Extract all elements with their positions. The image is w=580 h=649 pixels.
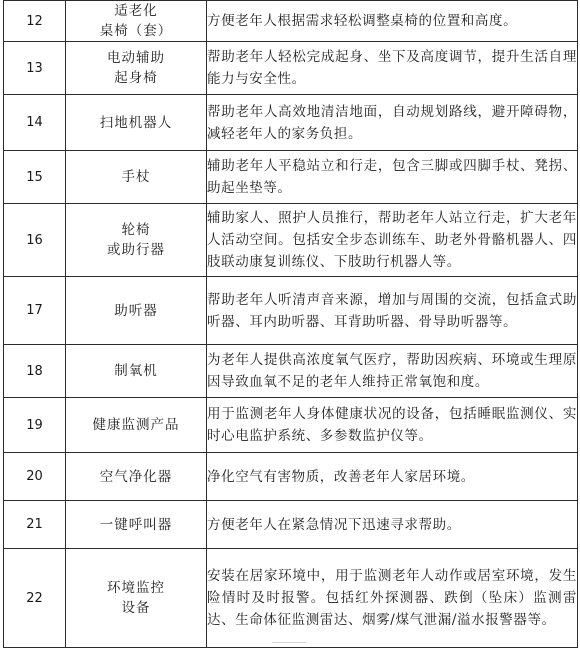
product-description: 方便老年人根据需求轻松调整桌椅的位置和高度。 bbox=[207, 1, 578, 42]
product-description: 辅助家人、照护人员推行，帮助老年人站立行走，扩大老年人活动空间。包括安全步态训练车、助老外骨骼机器人、四肢联动康复训练仪、下肢助行机器人等。 bbox=[207, 204, 578, 277]
product-name-line: 环境监控 bbox=[107, 580, 165, 596]
product-name-line: 轮椅 bbox=[121, 222, 151, 238]
product-description: 辅助老年人平稳站立和行走，包含三脚或四脚手杖、凳拐、助起坐垫等。 bbox=[207, 151, 578, 204]
product-name bbox=[66, 204, 207, 277]
table-row bbox=[4, 453, 578, 501]
product-name-line: 手杖 bbox=[121, 169, 151, 185]
row-number: 22 bbox=[4, 549, 66, 648]
product-name bbox=[66, 398, 207, 453]
product-name-line: 空气净化器 bbox=[99, 468, 173, 485]
product-name-line: 一键呼叫器 bbox=[99, 516, 173, 533]
row-number: 21 bbox=[4, 501, 66, 549]
table-row bbox=[4, 95, 578, 151]
product-name-line: 扫地机器人 bbox=[99, 114, 173, 131]
product-description: 帮助老年人轻松完成起身、坐下及高度调节，提升生活自理能力与安全性。 bbox=[207, 42, 578, 95]
table-row bbox=[4, 345, 578, 398]
row-number: 20 bbox=[4, 453, 66, 501]
row-number: 17 bbox=[4, 277, 66, 345]
product-name-line: 助听器 bbox=[114, 302, 158, 319]
product-name bbox=[66, 1, 207, 42]
product-description: 用于监测老年人身体健康状况的设备，包括睡眠监测仪、实时心电监护系统、多参数监护仪等。 bbox=[207, 398, 578, 453]
product-description: 为老年人提供高浓度氧气医疗，帮助因疾病、环境或生理原因导致血氧不足的老年人维持正常氧饱和度。 bbox=[207, 345, 578, 398]
table-row bbox=[4, 204, 578, 277]
product-table bbox=[3, 0, 578, 648]
row-number: 15 bbox=[4, 151, 66, 204]
product-name bbox=[66, 95, 207, 151]
product-name bbox=[66, 277, 207, 345]
table-row bbox=[4, 42, 578, 95]
product-name bbox=[66, 501, 207, 549]
product-name-line: 或助行器 bbox=[107, 242, 165, 258]
product-description: 帮助老年人听清声音来源，增加与周围的交流，包括盒式助听器、耳内助听器、耳背助听器、骨导助听器等。 bbox=[207, 277, 578, 345]
product-description: 帮助老年人高效地清洁地面，自动规划路线，避开障碍物，减轻老年人的家务负担。 bbox=[207, 95, 578, 151]
product-name bbox=[66, 549, 207, 648]
product-name-line: 电动辅助 bbox=[107, 50, 165, 66]
row-number: 18 bbox=[4, 345, 66, 398]
product-name-line: 健康监测产品 bbox=[92, 417, 180, 433]
product-description: 方便老年人在紧急情况下迅速寻求帮助。 bbox=[207, 501, 578, 549]
product-name-line: 制氧机 bbox=[114, 363, 158, 379]
product-name bbox=[66, 453, 207, 501]
row-number: 14 bbox=[4, 95, 66, 151]
row-number: 13 bbox=[4, 42, 66, 95]
product-description: 安装在居家环境中，用于监测老年人动作或居室环境，发生险情时及时报警。包括红外探测器、跌倒（坠床）监测雷达、生命体征监测雷达、烟雾/煤气泄漏/溢水报警器等。 bbox=[207, 549, 578, 648]
table-row bbox=[4, 549, 578, 648]
table-row bbox=[4, 277, 578, 345]
row-number: 16 bbox=[4, 204, 66, 277]
table-row bbox=[4, 501, 578, 549]
table-row bbox=[4, 1, 578, 42]
product-name-line: 起身椅 bbox=[114, 70, 158, 86]
row-number: 19 bbox=[4, 398, 66, 453]
table-row bbox=[4, 398, 578, 453]
product-name-line: 适老化 bbox=[114, 3, 158, 19]
product-name bbox=[66, 42, 207, 95]
product-name bbox=[66, 151, 207, 204]
product-name-line: 设备 bbox=[121, 600, 151, 616]
table-row bbox=[4, 151, 578, 204]
row-number: 12 bbox=[4, 1, 66, 42]
product-name-line: 桌椅（套） bbox=[99, 23, 173, 39]
product-name bbox=[66, 345, 207, 398]
product-description: 净化空气有害物质，改善老年人家居环境。 bbox=[207, 453, 578, 501]
